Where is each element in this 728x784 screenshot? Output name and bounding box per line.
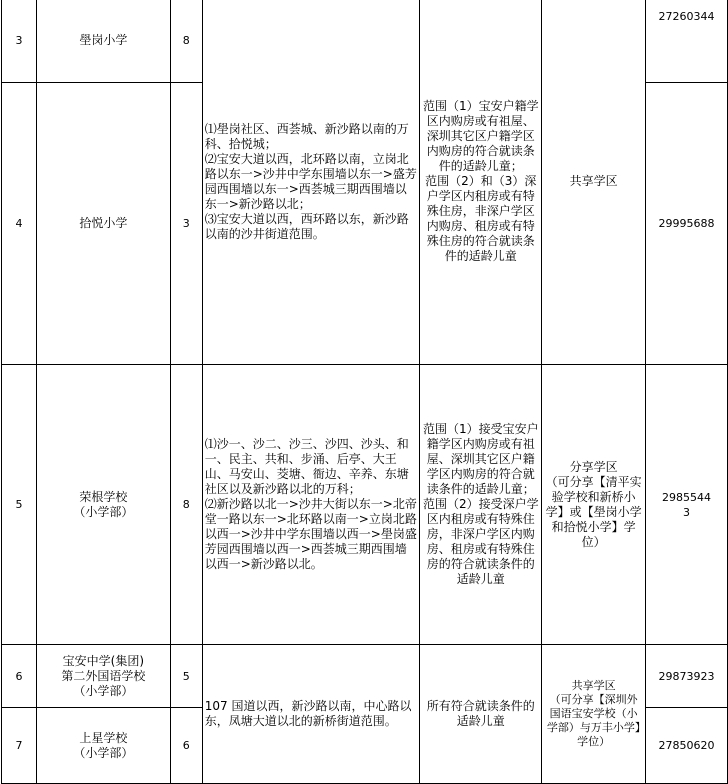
class-count-cell: 3 [170, 83, 202, 365]
class-count-cell: 5 [170, 645, 202, 708]
school-cell: 壆岗小学 [36, 0, 170, 83]
school-cell: 荣根学校 （小学部） [36, 365, 170, 645]
school-cell: 拾悦小学 [36, 83, 170, 365]
school-cell: 宝安中学(集团) 第二外国语学校 （小学部） [36, 645, 170, 708]
table-row [2, 645, 728, 708]
school-admission-table [1, 0, 728, 784]
district-type-cell: 共享学区 [542, 0, 646, 365]
phone-cell: 27850620 [646, 708, 728, 784]
enrollment-area-cell: ⑴壆岗社区、西荟城、新沙路以南的万科、拾悦城； ⑵宝安大道以西，北环路以南，立岗北路以东一>沙井中学东围墙以东一>盛芳园西围墙以东一>西荟城三期西围墙以东一>新沙路以北； ⑶宝安大道以西，西环路以东，新沙路以南的沙井街道范围。 [202, 0, 420, 365]
district-type-cell: 分享学区 （可分享【清平实验学校和新桥小学】或【壆岗小学和拾悦小学】学位） [542, 365, 646, 645]
table-row [2, 365, 728, 645]
seq-cell: 5 [2, 365, 37, 645]
phone-cell: 29995688 [646, 83, 728, 365]
district-type-cell: 共享学区 （可分享【深圳外国语宝安学校（小学部）与万丰小学】学位） [542, 645, 646, 784]
class-count-cell: 6 [170, 708, 202, 784]
seq-cell: 6 [2, 645, 37, 708]
school-cell: 上星学校 （小学部） [36, 708, 170, 784]
phone-cell: 27260344 [646, 0, 728, 83]
seq-cell: 3 [2, 0, 37, 83]
seq-cell: 7 [2, 708, 37, 784]
seq-cell: 4 [2, 83, 37, 365]
phone-cell: 29873923 [646, 645, 728, 708]
enrollment-area-cell: 107 国道以西，新沙路以南，中心路以东，凤塘大道以北的新桥街道范围。 [202, 645, 420, 784]
eligibility-cell: 范围（1）宝安户籍学区内购房或有祖屋、深圳其它区户籍学区内购房的符合就读条件的适龄儿童； 范围（2）和（3）深户学区内租房或有特殊住房，非深户学区内购房、租房或有特殊住房的符合就读条件的适龄儿童 [420, 0, 542, 365]
eligibility-cell: 范围（1）接受宝安户籍学区内购房或有祖屋、深圳其它区户籍学区内购房的符合就读条件的适龄儿童； 范围（2）接受深户学区内租房或有特殊住房，非深户学区内购房、租房或有特殊住房的符合就读条件的适龄儿童 [420, 365, 542, 645]
table-row [2, 0, 728, 83]
phone-cell: 2985544 3 [646, 365, 728, 645]
class-count-cell: 8 [170, 365, 202, 645]
eligibility-cell: 所有符合就读条件的适龄儿童 [420, 645, 542, 784]
enrollment-area-cell: ⑴沙一、沙二、沙三、沙四、沙头、和一、民主、共和、步涌、后亭、大王山、马安山、茭塘、衙边、辛养、东塘社区以及新沙路以北的万科； ⑵新沙路以北一>沙井大街以东一>北帝堂一路以东一>北环路以南一>立岗北路以西一>沙井中学东围墙以西一>壆岗盛芳园西围墙以西一>西荟城三期西围墙以西一>新沙路以北。 [202, 365, 420, 645]
class-count-cell: 8 [170, 0, 202, 83]
